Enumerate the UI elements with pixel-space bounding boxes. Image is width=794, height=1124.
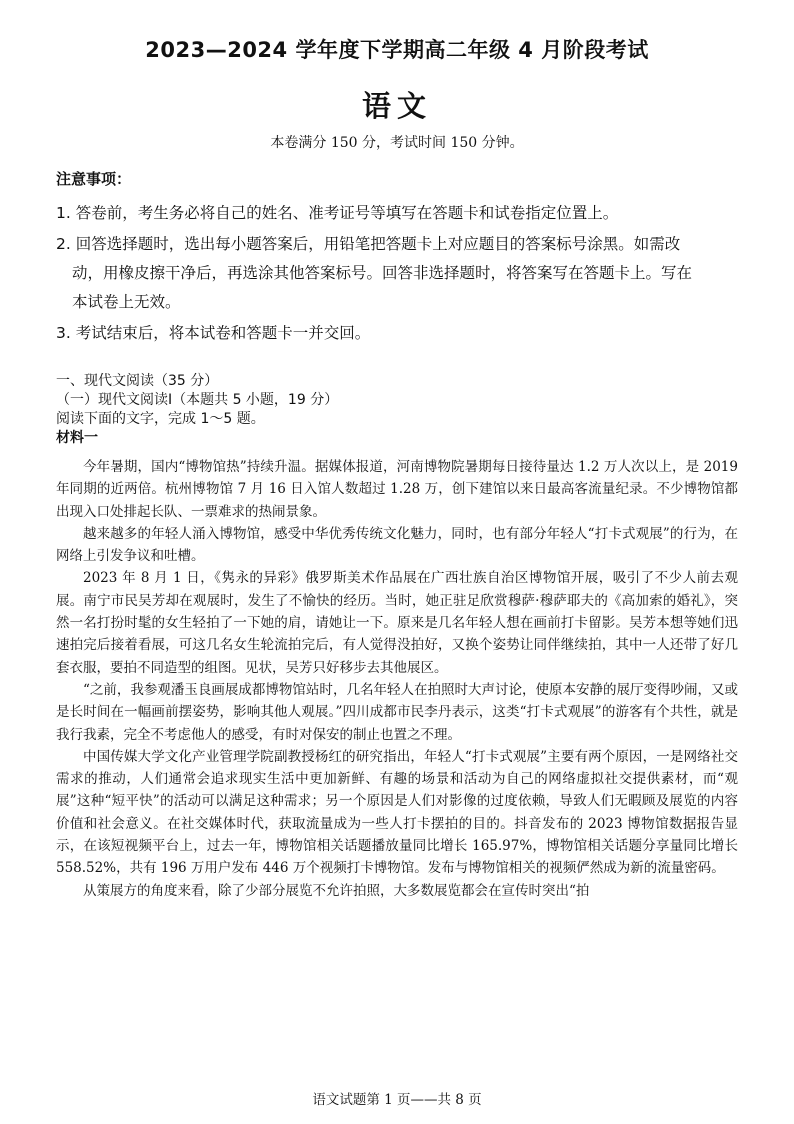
- paragraph: 越来越多的年轻人涌入博物馆，感受中华优秀传统文化魅力，同时，也有部分年轻人“打卡式观展”的行为，在网络上引发争议和吐槽。: [56, 525, 738, 565]
- paragraph: 从策展方的角度来看，除了少部分展览不允许拍照，大多数展览都会在宣传时突出“拍: [83, 882, 590, 899]
- notice-item-1: 1. 答卷前，考生务必将自己的姓名、准考证号等填写在答题卡和试卷指定位置上。: [56, 204, 619, 222]
- exam-title: 2023—2024 学年度下学期高二年级 4 月阶段考试: [145, 38, 649, 62]
- material-label: 材料一: [56, 430, 98, 446]
- notice-title: 注意事项：: [56, 170, 132, 188]
- section-instruction: 阅读下面的文字，完成 1～5 题。: [56, 411, 265, 427]
- notice-item-3: 3. 考试结束后，将本试卷和答题卡一并交回。: [56, 324, 371, 342]
- score-time-note: 本卷满分 150 分，考试时间 150 分钟。: [270, 135, 524, 151]
- notice-block: [56, 168, 746, 350]
- paragraph: “之前，我参观潘玉良画展成都博物馆站时，几名年轻人在拍照时大声讨论，使原本安静的展厅变得吵闹，又或是长时间在一幅画前摆姿势，影响其他人观展。”四川成都市民李丹表示，这类“打卡式观展”的游客有个共性，就是我行我素，完全不考虑他人的感受，有时对保安的制止也置之不理。: [56, 681, 738, 743]
- paragraph: 今年暑期，国内“博物馆热”持续升温。据媒体报道，河南博物院暑期每日接待量达 1.2 万人次以上，是 2019 年同期的近两倍。杭州博物馆 7 月 16 日入馆人数超过 1.28 万，创下建馆以来日最高客流量纪录。不少博物馆都出现入口处排起长队、一票难求的热闹景象。: [56, 459, 738, 520]
- reading-passage: [56, 456, 738, 902]
- paragraph: 中国传媒大学文化产业管理学院副教授杨红的研究指出，年轻人“打卡式观展”主要有两个原因，一是网络社交需求的推动，人们通常会追求现实生活中更加新鲜、有趣的场景和活动为自己的网络虚拟社交提供素材，而“观展”这种“短平快”的活动可以满足这种需求；另一个原因是人们对影像的过度依赖，导致人们无暇顾及展览的内容价值和社会意义。在社交媒体时代，获取流量成为一些人打卡摆拍的目的。抖音发布的 2023 博物馆数据报告显示，在该短视频平台上，过去一年，博物馆相关话题播放量同比增长 165.97%，博物馆相关话题分享量同比增长 558.52%，共有 196 万用户发布 446 万个视频打卡博物馆。发布与博物馆相关的视频俨然成为新的流量密码。: [56, 748, 738, 877]
- section-heading: 一、现代文阅读（35 分）: [56, 373, 219, 389]
- notice-item-2: 2. 回答选择题时，选出每小题答案后，用铅笔把答题卡上对应题目的答案标号涂黑。如需改 动，用橡皮擦干净后，再选涂其他答案标号。回答非选择题时，将答案写在答题卡上。写在 本试卷上无效。: [56, 235, 693, 311]
- paragraph: 2023 年 8 月 1 日，《隽永的异彩》俄罗斯美术作品展在广西壮族自治区博物馆开展，吸引了不少人前去观展。南宁市民吴芳却在观展时，发生了不愉快的经历。当时，她正驻足欣赏穆萨·穆萨耶夫的《高加索的婚礼》，突然一名打扮时髦的女生轻拍了一下她的肩，请她让一下。原来是几名年轻人想在画前打卡留影。吴芳本想等她们迅速拍完后接着看展，可这几名女生轮流拍完后，有人觉得没拍好，又换个姿势让同伴继续拍，其中一人还带了好几套衣服，要拍不同造型的组图。见状，吴芳只好移步去其他展区。: [56, 570, 738, 676]
- section-subheading: （一）现代文阅读Ⅰ（本题共 5 小题，19 分）: [56, 392, 339, 408]
- page-footer: 语文试题第 1 页——共 8 页: [312, 1092, 482, 1108]
- subject-title: 语文: [361, 89, 432, 123]
- section-header: [56, 372, 746, 448]
